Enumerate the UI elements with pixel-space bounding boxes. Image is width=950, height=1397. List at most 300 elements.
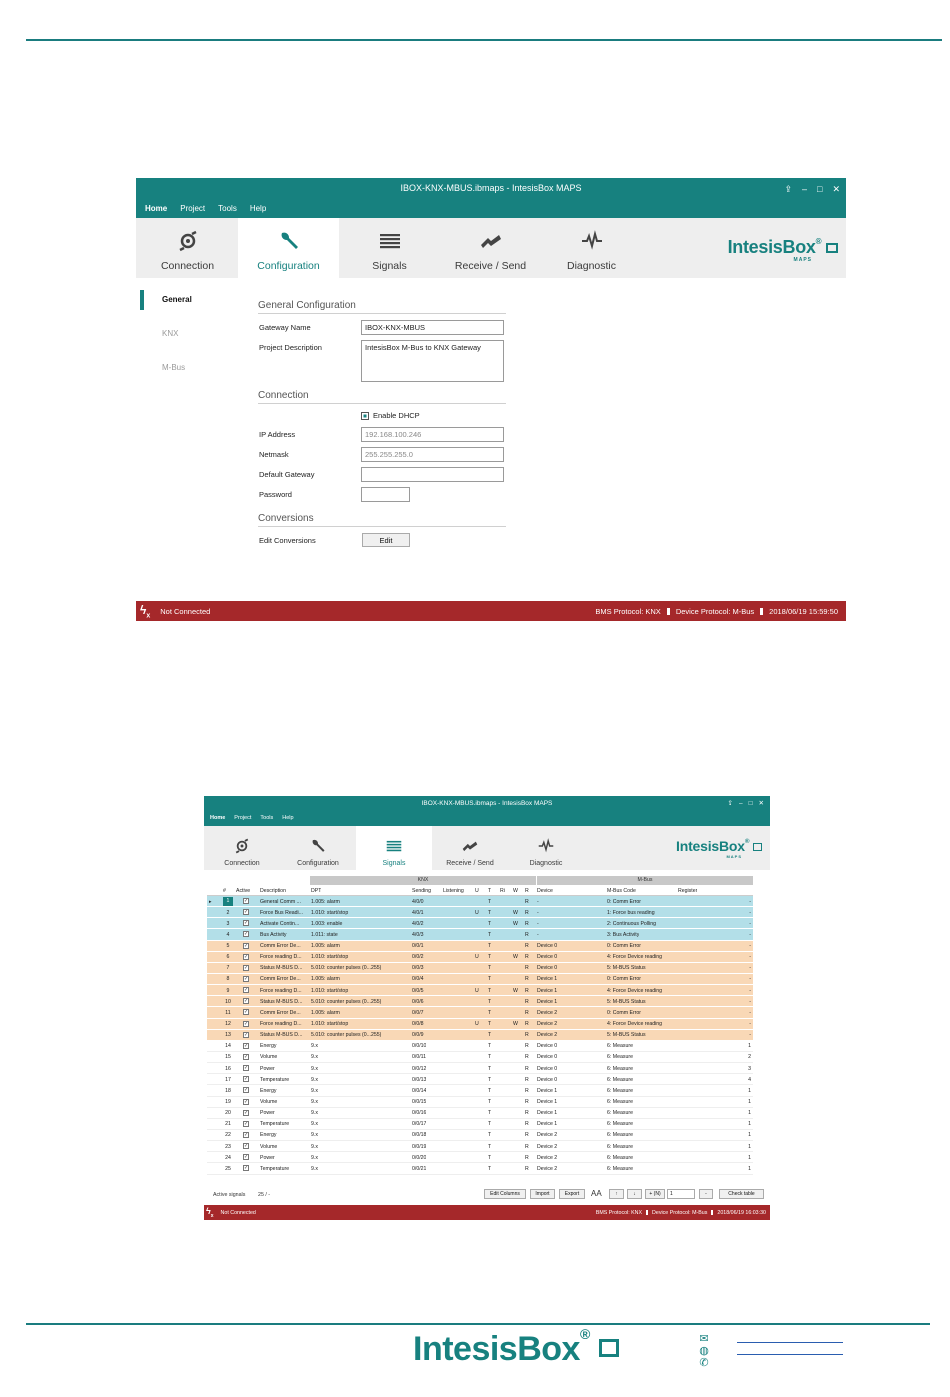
cell-dpt[interactable]: 1.011: state xyxy=(311,931,338,938)
cell-t[interactable]: T xyxy=(488,1021,492,1028)
cell-send[interactable]: 0/0/10 xyxy=(412,1043,427,1050)
cell-send[interactable]: 0/0/11 xyxy=(412,1054,427,1061)
active-checkbox[interactable]: ✓ xyxy=(244,931,249,938)
active-checkbox[interactable]: ✓ xyxy=(244,953,249,960)
dhcp-checkbox[interactable] xyxy=(361,411,420,420)
cell-desc[interactable]: Temperature xyxy=(260,1076,290,1083)
cell-device[interactable]: - xyxy=(537,898,539,905)
active-checkbox[interactable]: ✓ xyxy=(244,1120,249,1127)
active-checkbox[interactable]: ✓ xyxy=(244,1042,249,1049)
cell-t[interactable]: T xyxy=(488,998,492,1005)
close-icon[interactable]: ✕ xyxy=(832,184,840,194)
cell-code[interactable]: 6: Measure xyxy=(607,1165,633,1172)
cell-device[interactable]: Device 2 xyxy=(537,1021,558,1028)
table-row[interactable] xyxy=(207,1163,753,1174)
cell-t[interactable]: T xyxy=(488,1099,492,1106)
cell-desc[interactable]: Power xyxy=(260,1154,275,1161)
cell-send[interactable]: 4/0/3 xyxy=(412,931,424,938)
table-row[interactable] xyxy=(207,1030,753,1041)
cell-desc[interactable]: Comm Error De... xyxy=(260,1009,301,1016)
cell-dpt[interactable]: 1.005: alarm xyxy=(311,898,340,905)
cell-r[interactable]: R xyxy=(525,1110,529,1117)
cell-desc[interactable]: Power xyxy=(260,1110,275,1117)
cell-code[interactable]: 6: Measure xyxy=(607,1043,633,1050)
cell-t[interactable]: T xyxy=(488,1065,492,1072)
table-row[interactable] xyxy=(207,974,753,985)
menu-home[interactable]: Home xyxy=(145,204,168,213)
cell-dpt[interactable]: 1.010: start/stop xyxy=(311,987,349,994)
cell-t[interactable]: T xyxy=(488,1121,492,1128)
table-row[interactable] xyxy=(207,1019,753,1030)
cell-desc[interactable]: Volume xyxy=(260,1099,278,1106)
table-row[interactable] xyxy=(207,941,753,952)
table-row[interactable] xyxy=(207,907,753,918)
active-checkbox[interactable]: ✓ xyxy=(244,964,249,971)
cell-dpt[interactable]: 1.003: enable xyxy=(311,920,343,927)
move-up-button[interactable]: ↑ xyxy=(609,1189,624,1199)
cell-register[interactable]: 1 xyxy=(748,1143,751,1150)
active-checkbox[interactable]: ✓ xyxy=(244,1154,249,1161)
active-checkbox[interactable]: ✓ xyxy=(244,1009,249,1016)
move-down-button[interactable]: ↓ xyxy=(627,1189,642,1199)
cell-dpt[interactable]: 9.x xyxy=(311,1099,318,1106)
cell-r[interactable]: R xyxy=(525,1154,529,1161)
cell-num[interactable]: 25 xyxy=(225,1165,231,1172)
cell-dpt[interactable]: 1.005: alarm xyxy=(311,1009,340,1016)
cell-device[interactable]: - xyxy=(537,931,539,938)
cell-code[interactable]: 6: Measure xyxy=(607,1121,633,1128)
cell-code[interactable]: 0: Comm Error xyxy=(607,898,642,905)
cell-t[interactable]: T xyxy=(488,1165,492,1172)
project-description-field[interactable]: IntesisBox M-Bus to KNX Gateway xyxy=(361,340,504,382)
table-row[interactable] xyxy=(207,1108,753,1119)
cell-desc[interactable]: Temperature xyxy=(260,1165,290,1172)
cell-send[interactable]: 0/0/18 xyxy=(412,1132,427,1139)
cell-t[interactable]: T xyxy=(488,1009,492,1016)
cell-register[interactable]: 4 xyxy=(748,1076,751,1083)
cell-t[interactable]: T xyxy=(488,1154,492,1161)
cell-num[interactable]: 13 xyxy=(225,1032,231,1039)
cell-device[interactable]: Device 2 xyxy=(537,1009,558,1016)
tab-receive-send[interactable] xyxy=(440,218,541,278)
cell-r[interactable]: R xyxy=(525,920,529,927)
cell-dpt[interactable]: 9.x xyxy=(311,1054,318,1061)
cell-u[interactable]: U xyxy=(475,987,479,994)
active-checkbox[interactable]: ✓ xyxy=(244,1143,249,1150)
cell-dpt[interactable]: 5.010: counter pulses (0...255) xyxy=(311,998,382,1005)
cell-w[interactable]: W xyxy=(513,909,518,916)
cell-device[interactable]: Device 2 xyxy=(537,1032,558,1039)
cell-code[interactable]: 5: M-BUS Status xyxy=(607,998,646,1005)
cell-r[interactable]: R xyxy=(525,1009,529,1016)
cell-code[interactable]: 6: Measure xyxy=(607,1132,633,1139)
cell-num[interactable]: 7 xyxy=(226,965,230,972)
cell-dpt[interactable]: 1.005: alarm xyxy=(311,943,340,950)
cell-num[interactable]: 10 xyxy=(225,998,231,1005)
cell-send[interactable]: 0/0/2 xyxy=(412,954,424,961)
cell-dpt[interactable]: 9.x xyxy=(311,1076,318,1083)
cell-send[interactable]: 0/0/5 xyxy=(412,987,424,994)
tab-diagnostic[interactable] xyxy=(508,826,584,870)
cell-register[interactable]: 1 xyxy=(748,1121,751,1128)
cell-send[interactable]: 0/0/16 xyxy=(412,1110,427,1117)
cell-desc[interactable]: Energy xyxy=(260,1087,277,1094)
col-active[interactable]: Active xyxy=(236,888,251,894)
maximize-icon[interactable]: □ xyxy=(817,184,823,194)
cell-t[interactable]: T xyxy=(488,1032,492,1039)
cell-dpt[interactable]: 9.x xyxy=(311,1143,318,1150)
cell-num[interactable]: 2 xyxy=(226,909,230,916)
cell-dpt[interactable]: 9.x xyxy=(311,1165,318,1172)
cell-dpt[interactable]: 9.x xyxy=(311,1110,318,1117)
cell-code[interactable]: 4: Force Device reading xyxy=(607,954,663,961)
active-checkbox[interactable]: ✓ xyxy=(244,1053,249,1060)
cell-code[interactable]: 6: Measure xyxy=(607,1154,633,1161)
cell-register[interactable]: - xyxy=(749,976,751,983)
cell-r[interactable]: R xyxy=(525,1165,529,1172)
cell-device[interactable]: Device 0 xyxy=(537,943,558,950)
cell-desc[interactable]: Comm Error De... xyxy=(260,943,301,950)
cell-desc[interactable]: Force reading D... xyxy=(260,987,302,994)
cell-register[interactable]: - xyxy=(749,931,751,938)
cell-desc[interactable]: Temperature xyxy=(260,1121,290,1128)
col-description[interactable]: Description xyxy=(260,888,286,894)
cell-r[interactable]: R xyxy=(525,1032,529,1039)
col-sending[interactable]: Sending xyxy=(412,888,432,894)
cell-u[interactable]: U xyxy=(475,954,479,961)
cell-r[interactable]: R xyxy=(525,1099,529,1106)
cell-device[interactable]: Device 1 xyxy=(537,976,558,983)
cell-send[interactable]: 0/0/1 xyxy=(412,943,424,950)
cell-w[interactable]: W xyxy=(513,1021,518,1028)
check-table-button[interactable]: Check table xyxy=(719,1189,764,1199)
cell-device[interactable]: Device 2 xyxy=(537,1143,558,1150)
ip-field[interactable]: 192.168.100.246 xyxy=(361,427,504,442)
cell-num[interactable]: 20 xyxy=(225,1110,231,1117)
font-size-button[interactable]: AA xyxy=(591,1189,602,1198)
menu-project[interactable]: Project xyxy=(180,204,206,213)
table-row[interactable] xyxy=(207,1130,753,1141)
add-n-button[interactable]: + (N) xyxy=(645,1189,665,1199)
col-w[interactable]: W xyxy=(513,888,518,894)
cell-desc[interactable]: Energy xyxy=(260,1132,277,1139)
cell-register[interactable]: 1 xyxy=(748,1110,751,1117)
upload-icon[interactable]: ⇪ xyxy=(784,184,792,194)
cell-send[interactable]: 0/0/14 xyxy=(412,1087,427,1094)
cell-code[interactable]: 6: Measure xyxy=(607,1076,633,1083)
col-u[interactable]: U xyxy=(475,888,479,894)
cell-desc[interactable]: Status M-BUS D... xyxy=(260,1032,303,1039)
cell-register[interactable]: - xyxy=(749,965,751,972)
active-checkbox[interactable]: ✓ xyxy=(244,1087,249,1094)
cell-t[interactable]: T xyxy=(488,1087,492,1094)
cell-code[interactable]: 6: Measure xyxy=(607,1054,633,1061)
cell-send[interactable]: 0/0/7 xyxy=(412,1009,424,1016)
cell-device[interactable]: - xyxy=(537,909,539,916)
active-checkbox[interactable]: ✓ xyxy=(244,1031,249,1038)
cell-register[interactable]: - xyxy=(749,920,751,927)
table-row[interactable] xyxy=(207,1007,753,1018)
maximize-icon[interactable]: □ xyxy=(748,800,753,807)
active-checkbox[interactable]: ✓ xyxy=(244,909,249,916)
cell-r[interactable]: R xyxy=(525,976,529,983)
email-link-line[interactable] xyxy=(737,1342,843,1343)
tab-configuration[interactable] xyxy=(238,218,339,278)
cell-send[interactable]: 0/0/20 xyxy=(412,1154,427,1161)
cell-r[interactable]: R xyxy=(525,998,529,1005)
active-checkbox[interactable]: ✓ xyxy=(244,920,249,927)
cell-code[interactable]: 6: Measure xyxy=(607,1110,633,1117)
table-row[interactable] xyxy=(207,963,753,974)
cell-register[interactable]: - xyxy=(749,998,751,1005)
cell-register[interactable]: - xyxy=(749,1032,751,1039)
cell-t[interactable]: T xyxy=(488,1143,492,1150)
table-row[interactable] xyxy=(207,985,753,996)
active-checkbox[interactable]: ✓ xyxy=(244,998,249,1005)
cell-desc[interactable]: Status M-BUS D... xyxy=(260,965,303,972)
active-checkbox[interactable]: ✓ xyxy=(244,987,249,994)
export-button[interactable]: Export xyxy=(559,1189,585,1199)
cell-t[interactable]: T xyxy=(488,909,492,916)
cell-t[interactable]: T xyxy=(488,920,492,927)
import-button[interactable]: Import xyxy=(530,1189,555,1199)
cell-num[interactable]: 18 xyxy=(225,1087,231,1094)
table-row[interactable] xyxy=(207,1097,753,1108)
active-checkbox[interactable]: ✓ xyxy=(244,1098,249,1105)
cell-r[interactable]: R xyxy=(525,909,529,916)
cell-register[interactable]: - xyxy=(749,909,751,916)
cell-send[interactable]: 0/0/15 xyxy=(412,1099,427,1106)
col-register[interactable]: Register xyxy=(678,888,698,894)
cell-register[interactable]: - xyxy=(749,898,751,905)
cell-t[interactable]: T xyxy=(488,1076,492,1083)
cell-device[interactable]: Device 0 xyxy=(537,1076,558,1083)
cell-t[interactable]: T xyxy=(488,1043,492,1050)
cell-r[interactable]: R xyxy=(525,1121,529,1128)
netmask-field[interactable]: 255.255.255.0 xyxy=(361,447,504,462)
cell-register[interactable]: - xyxy=(749,987,751,994)
col-listening[interactable]: Listening xyxy=(443,888,464,894)
cell-num[interactable]: 16 xyxy=(225,1065,231,1072)
cell-code[interactable]: 0: Comm Error xyxy=(607,943,642,950)
table-row[interactable] xyxy=(207,1074,753,1085)
cell-send[interactable]: 4/0/2 xyxy=(412,920,424,927)
cell-code[interactable]: 5: M-BUS Status xyxy=(607,965,646,972)
dhcp-checkbox-box[interactable] xyxy=(361,412,369,420)
cell-t[interactable]: T xyxy=(488,943,492,950)
cell-num[interactable]: 12 xyxy=(225,1021,231,1028)
cell-dpt[interactable]: 9.x xyxy=(311,1065,318,1072)
cell-dpt[interactable]: 5.010: counter pulses (0...255) xyxy=(311,1032,382,1039)
password-field[interactable] xyxy=(361,487,410,502)
cell-r[interactable]: R xyxy=(525,1054,529,1061)
cell-t[interactable]: T xyxy=(488,954,492,961)
cell-r[interactable]: R xyxy=(525,898,529,905)
cell-desc[interactable]: Volume xyxy=(260,1054,278,1061)
cell-dpt[interactable]: 1.010: start/stop xyxy=(311,1021,349,1028)
table-row[interactable] xyxy=(207,1152,753,1163)
cell-num[interactable]: 21 xyxy=(225,1121,231,1128)
cell-device[interactable]: Device 1 xyxy=(537,998,558,1005)
cell-desc[interactable]: Bus Activity xyxy=(260,931,287,938)
cell-t[interactable]: T xyxy=(488,987,492,994)
active-checkbox[interactable]: ✓ xyxy=(244,1131,249,1138)
cell-device[interactable]: Device 0 xyxy=(537,954,558,961)
active-checkbox[interactable]: ✓ xyxy=(244,1165,249,1172)
cell-send[interactable]: 0/0/9 xyxy=(412,1032,424,1039)
cell-device[interactable]: Device 1 xyxy=(537,987,558,994)
table-row[interactable] xyxy=(207,1085,753,1096)
cell-num[interactable]: 19 xyxy=(225,1099,231,1106)
menu-help[interactable]: Help xyxy=(282,815,294,821)
cell-num[interactable]: 8 xyxy=(226,976,230,983)
col-r[interactable]: R xyxy=(525,888,529,894)
cell-register[interactable]: 1 xyxy=(748,1154,751,1161)
cell-send[interactable]: 4/0/1 xyxy=(412,909,424,916)
table-row[interactable] xyxy=(207,1119,753,1130)
cell-num[interactable]: 14 xyxy=(225,1043,231,1050)
cell-send[interactable]: 0/0/17 xyxy=(412,1121,427,1128)
upload-icon[interactable]: ⇪ xyxy=(727,800,733,807)
cell-desc[interactable]: Energy xyxy=(260,1043,277,1050)
cell-register[interactable]: - xyxy=(749,1021,751,1028)
table-row[interactable] xyxy=(207,1063,753,1074)
table-row[interactable] xyxy=(207,1041,753,1052)
cell-send[interactable]: 0/0/3 xyxy=(412,965,424,972)
cell-r[interactable]: R xyxy=(525,954,529,961)
tab-signals[interactable] xyxy=(356,826,432,870)
tab-signals[interactable] xyxy=(339,218,440,278)
cell-num[interactable]: 23 xyxy=(225,1143,231,1150)
cell-code[interactable]: 0: Comm Error xyxy=(607,1009,642,1016)
menu-home[interactable]: Home xyxy=(210,815,226,821)
table-row[interactable] xyxy=(207,929,753,940)
cell-dpt[interactable]: 9.x xyxy=(311,1132,318,1139)
cell-send[interactable]: 0/0/21 xyxy=(412,1165,427,1172)
cell-device[interactable]: Device 0 xyxy=(537,1043,558,1050)
tab-connection[interactable] xyxy=(137,218,238,278)
cell-num[interactable]: 15 xyxy=(225,1054,231,1061)
cell-device[interactable]: Device 0 xyxy=(537,1065,558,1072)
col-ri[interactable]: Ri xyxy=(500,888,505,894)
cell-device[interactable]: Device 1 xyxy=(537,1099,558,1106)
default-gateway-field[interactable] xyxy=(361,467,504,482)
menu-tools[interactable]: Tools xyxy=(260,815,274,821)
n-stepper[interactable]: 1 xyxy=(667,1189,695,1199)
cell-dpt[interactable]: 1.005: alarm xyxy=(311,976,340,983)
cell-device[interactable]: Device 1 xyxy=(537,1087,558,1094)
cell-device[interactable]: Device 2 xyxy=(537,1132,558,1139)
col-num[interactable]: # xyxy=(223,888,226,894)
cell-desc[interactable]: Force reading D... xyxy=(260,1021,302,1028)
minimize-icon[interactable]: – xyxy=(738,800,743,807)
cell-register[interactable]: - xyxy=(749,1009,751,1016)
cell-dpt[interactable]: 9.x xyxy=(311,1043,318,1050)
menu-project[interactable]: Project xyxy=(234,815,252,821)
cell-num[interactable]: 11 xyxy=(225,1009,231,1016)
cell-num[interactable]: 9 xyxy=(226,987,230,994)
cell-send[interactable]: 0/0/19 xyxy=(412,1143,427,1150)
table-row[interactable] xyxy=(207,918,753,929)
cell-desc[interactable]: Power xyxy=(260,1065,275,1072)
cell-register[interactable]: 3 xyxy=(748,1065,751,1072)
cell-w[interactable]: W xyxy=(513,954,518,961)
cell-r[interactable]: R xyxy=(525,1143,529,1150)
menu-tools[interactable]: Tools xyxy=(218,204,237,213)
cell-code[interactable]: 6: Measure xyxy=(607,1065,633,1072)
cell-send[interactable]: 0/0/12 xyxy=(412,1065,427,1072)
tab-configuration[interactable] xyxy=(280,826,356,870)
cell-r[interactable]: R xyxy=(525,987,529,994)
cell-code[interactable]: 4: Force Device reading xyxy=(607,987,663,994)
active-checkbox[interactable]: ✓ xyxy=(244,1020,249,1027)
cell-code[interactable]: 0: Comm Error xyxy=(607,976,642,983)
cell-code[interactable]: 5: M-BUS Status xyxy=(607,1032,646,1039)
cell-register[interactable]: 1 xyxy=(748,1087,751,1094)
cell-device[interactable]: Device 2 xyxy=(537,1165,558,1172)
menu-help[interactable]: Help xyxy=(249,204,267,213)
cell-w[interactable]: W xyxy=(513,987,518,994)
cell-num[interactable]: 22 xyxy=(225,1132,231,1139)
cell-r[interactable]: R xyxy=(525,1076,529,1083)
table-row[interactable] xyxy=(207,1141,753,1152)
cell-code[interactable]: 6: Measure xyxy=(607,1143,633,1150)
cell-register[interactable]: - xyxy=(749,954,751,961)
col-t[interactable]: T xyxy=(488,888,492,894)
cell-w[interactable]: W xyxy=(513,920,518,927)
cell-num[interactable]: 24 xyxy=(225,1154,231,1161)
active-checkbox[interactable]: ✓ xyxy=(244,1065,249,1072)
active-checkbox[interactable]: ✓ xyxy=(244,1076,249,1083)
cell-num[interactable]: 4 xyxy=(226,931,230,938)
active-checkbox[interactable]: ✓ xyxy=(244,898,249,904)
cell-desc[interactable]: Force reading D... xyxy=(260,954,302,961)
cell-t[interactable]: T xyxy=(488,931,492,938)
sidebar-item-mbus[interactable]: M-Bus xyxy=(162,363,186,372)
remove-button[interactable]: - xyxy=(699,1189,713,1199)
cell-device[interactable]: Device 2 xyxy=(537,1154,558,1161)
col-device[interactable]: Device xyxy=(537,888,553,894)
cell-num[interactable]: 1 xyxy=(223,897,233,906)
active-checkbox[interactable]: ✓ xyxy=(244,975,249,982)
table-row[interactable] xyxy=(207,1052,753,1063)
cell-send[interactable]: 0/0/6 xyxy=(412,998,424,1005)
cell-register[interactable]: 1 xyxy=(748,1165,751,1172)
col-dpt[interactable]: DPT xyxy=(311,888,322,894)
cell-num[interactable]: 6 xyxy=(226,954,230,961)
cell-desc[interactable]: Volume xyxy=(260,1143,278,1150)
table-row[interactable] xyxy=(207,896,753,907)
cell-code[interactable]: 2: Continuous Polling xyxy=(607,920,657,927)
cell-dpt[interactable]: 9.x xyxy=(311,1154,318,1161)
cell-code[interactable]: 3: Bus Activity xyxy=(607,931,640,938)
edit-columns-button[interactable]: Edit Columns xyxy=(484,1189,526,1199)
cell-code[interactable]: 6: Measure xyxy=(607,1099,633,1106)
cell-r[interactable]: R xyxy=(525,931,529,938)
cell-num[interactable]: 5 xyxy=(226,943,230,950)
cell-num[interactable]: 3 xyxy=(226,920,230,927)
cell-send[interactable]: 0/0/4 xyxy=(412,976,424,983)
cell-dpt[interactable]: 9.x xyxy=(311,1121,318,1128)
tab-receive-send[interactable] xyxy=(432,826,508,870)
minimize-icon[interactable]: – xyxy=(802,184,808,194)
cell-device[interactable]: Device 0 xyxy=(537,965,558,972)
cell-code[interactable]: 6: Measure xyxy=(607,1087,633,1094)
cell-u[interactable]: U xyxy=(475,909,479,916)
cell-register[interactable]: - xyxy=(749,943,751,950)
cell-code[interactable]: 4: Force Device reading xyxy=(607,1021,663,1028)
cell-desc[interactable]: Force Bus Readi... xyxy=(260,909,303,916)
